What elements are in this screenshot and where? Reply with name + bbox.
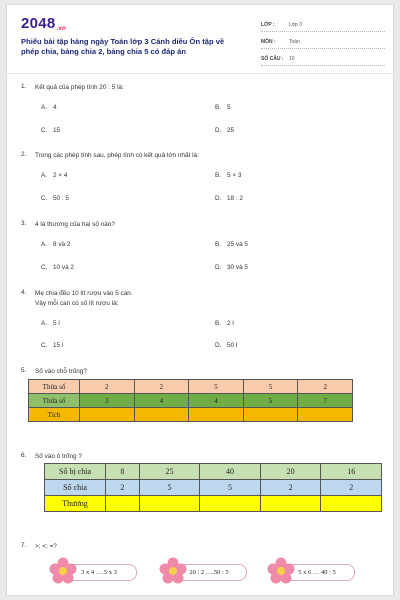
table-cell: 5 [189,380,244,394]
table-row [45,480,382,496]
logo-text: 2048 [21,15,56,32]
answer-cell[interactable] [106,496,140,512]
option-value: 8 và 2 [53,241,71,248]
option-key: A. [41,241,48,248]
question-number: 6. [21,452,27,459]
question-text: Mẹ chia đều 10 lít rượu vào 5 can. [35,290,133,297]
answer-cell[interactable] [243,408,298,422]
question-number: 4. [21,289,27,296]
meta-value: 10 [289,55,295,62]
option-key: B. [215,320,222,327]
site-logo[interactable] [21,15,66,32]
option-d[interactable] [215,342,237,349]
answer-cell[interactable] [200,496,261,512]
table-cell: 2 [134,380,189,394]
table-cell: 4 [189,394,244,408]
option-key: D. [215,127,222,134]
answer-cell[interactable] [80,408,135,422]
table-cell: 40 [200,464,261,480]
row-label: Tích [29,408,80,422]
option-key: D. [215,342,222,349]
meta-label: MÔN : [261,38,276,45]
table-cell: 20 [260,464,321,480]
answer-cell[interactable] [139,496,200,512]
table-cell: 5 [139,480,200,496]
compare-item-3[interactable] [267,554,357,590]
compare-row [7,554,394,594]
option-b[interactable] [215,172,241,179]
table-cell: 7 [298,394,353,408]
option-value: 5 × 3 [227,172,242,179]
option-key: C. [41,264,48,271]
option-key: C. [41,127,48,134]
compare-expression: 5 x 6 … 40 : 5 [279,564,355,581]
row-label: Số bị chia [45,464,106,480]
table-cell: 8 [106,464,140,480]
compare-item-2[interactable] [159,554,249,590]
option-a[interactable] [41,320,60,327]
option-d[interactable] [215,127,234,134]
compare-expression: 20 : 2 ….50 : 5 [171,564,247,581]
answer-cell[interactable] [134,408,189,422]
question-text: Trong các phép tính sau, phép tính có kết quả lớn nhất là: [35,152,199,159]
option-value: 50 : 5 [53,195,69,202]
header-divider [7,73,393,74]
row-label: Số chia [45,480,106,496]
question-number: 7. [21,542,27,549]
option-d[interactable] [215,195,243,202]
option-value: 2 l [227,320,234,327]
compare-expression: 3 x 4 ….5 x 3 [61,564,137,581]
flower-icon [159,557,187,585]
table-cell: 2 [80,380,135,394]
option-c[interactable] [41,127,60,134]
row-label: Thừa số [29,394,80,408]
meta-row-subject [261,35,385,49]
meta-info [261,18,385,69]
option-value: 15 l [53,342,64,349]
option-value: 4 [53,104,57,111]
flower-icon [267,557,295,585]
table-cell: 3 [80,394,135,408]
multiplication-table [28,379,353,422]
option-value: 50 l [227,342,238,349]
option-b[interactable] [215,241,248,248]
option-b[interactable] [215,104,231,111]
answer-cell[interactable] [321,496,382,512]
option-a[interactable] [41,104,57,111]
meta-value: Lớp 3 [289,21,303,28]
option-d[interactable] [215,264,248,271]
option-b[interactable] [215,320,234,327]
option-c[interactable] [41,264,74,271]
meta-row-count [261,52,385,66]
row-label: Thừa số [29,380,80,394]
table-cell: 5 [200,480,261,496]
option-c[interactable] [41,195,69,202]
table-row [29,394,353,408]
table-cell: 2 [321,480,382,496]
worksheet-title: Phiếu bài tập hàng ngày Toán lớp 3 Cánh diều Ôn tập về phép chia, bảng chia 2, bảng chia 5 có đáp án [21,37,225,57]
option-key: B. [215,104,222,111]
table-cell: 4 [134,394,189,408]
option-value: 25 [227,127,235,134]
option-c[interactable] [41,342,63,349]
option-value: 5 l [53,320,60,327]
table-cell: 2 [298,380,353,394]
question-text: Số vào chỗ trống? [35,368,87,375]
table-row [29,408,353,422]
question-number: 2. [21,151,27,158]
division-table [44,463,382,512]
logo-suffix: .vn [56,26,67,32]
question-number: 3. [21,220,27,227]
question-text: Số vào ô trống ? [35,453,82,460]
question-text: Kết quả của phép tính 20 : 5 là: [35,84,124,91]
option-key: A. [41,104,48,111]
answer-cell[interactable] [189,408,244,422]
answer-cell[interactable] [260,496,321,512]
option-value: 5 [227,104,231,111]
question-number: 5. [21,367,27,374]
option-value: 10 và 2 [53,264,74,271]
option-value: 25 và 5 [227,241,248,248]
table-row [29,380,353,394]
meta-value: Toán [289,38,300,45]
option-key: D. [215,264,222,271]
table-row [45,464,382,480]
table-cell: 25 [139,464,200,480]
option-key: C. [41,342,48,349]
flower-icon [49,557,77,585]
compare-item-1[interactable] [49,554,139,590]
option-a[interactable] [41,172,67,179]
option-value: 15 [53,127,61,134]
option-key: A. [41,172,48,179]
worksheet-page [6,4,394,596]
question-text: >; <; =? [35,543,57,550]
question-text: 4 là thương của hai số nào? [35,221,115,228]
option-key: D. [215,195,222,202]
question-text: Vậy mỗi can có số lít rượu là: [35,300,119,307]
row-label: Thương [45,496,106,512]
table-cell: 5 [243,380,298,394]
table-row [45,496,382,512]
option-value: 30 và 5 [227,264,248,271]
option-key: C. [41,195,48,202]
table-cell: 5 [243,394,298,408]
question-number: 1. [21,83,27,90]
table-cell: 16 [321,464,382,480]
option-key: A. [41,320,48,327]
table-cell: 2 [106,480,140,496]
option-value: 18 : 2 [227,195,243,202]
meta-label: SỐ CÂU : [261,55,284,62]
meta-row-class [261,18,385,32]
answer-cell[interactable] [298,408,353,422]
option-a[interactable] [41,241,70,248]
table-cell: 2 [260,480,321,496]
option-key: B. [215,241,222,248]
option-value: 2 × 4 [53,172,68,179]
option-key: B. [215,172,222,179]
meta-label: LỚP : [261,21,275,28]
